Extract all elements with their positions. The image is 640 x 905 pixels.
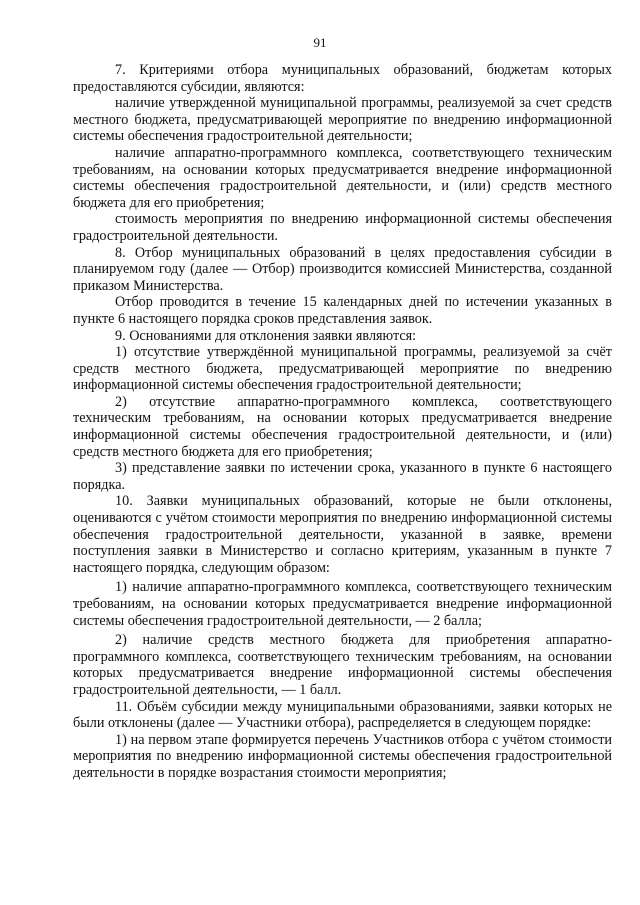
paragraph-7-criterion-1: наличие утвержденной муниципальной программы, реализуемой за счет средств местного бюджета, предусматривающей мероприятие по внедрению информационной системы обеспечения градостроительной деятельности; [73,95,612,145]
paragraph-9-header: 9. Основаниями для отклонения заявки являются: [115,327,417,344]
paragraph-8-term: Отбор проводится в течение 15 календарных дней по истечении указанных в пункте 6 настоящего порядка сроков представления заявок. [73,294,612,327]
paragraph-9-item-1: 1) отсутствие утверждённой муниципальной программы, реализуемой за счёт средств местного бюджета, предусматривающей мероприятие по внедрению информационной системы обеспечения градостроительной деятельности; [73,344,612,394]
paragraph-11-item-1: 1) на первом этапе формируется перечень Участников отбора с учётом стоимости мероприятия по внедрению информационной системы обеспечения градостроительной деятельности в порядке возрастания стоимости мероприятия; [73,731,612,781]
paragraph-10: 10. Заявки муниципальных образований, которые не были отклонены, оцениваются с учётом стоимости мероприятия по внедрению информационной системы обеспечения градостроительной деятельности, указанной в заявке, времени поступления заявки в Министерство и согласно критериям, указанным в пункте 7 настоящего порядка, следующим образом: [73,493,612,576]
page-number: 91 [313,35,327,50]
paragraph-8: 8. Отбор муниципальных образований в целях предоставления субсидии в планируемом году (далее — Отбор) производится комиссией Министерства, созданной приказом Министерства. [73,244,612,294]
paragraph-10-item-2: 2) наличие средств местного бюджета для приобретения аппаратно-программного комплекса, соответствующего техническим требованиям, на основании которых предусматривается внедрение информационной системы обеспечения градостроительной деятельности, — 1 балл. [73,632,612,698]
paragraph-7-header: 7. Критериями отбора муниципальных образований, бюджетам которых предоставляются субсидии, являются: [73,62,612,95]
paragraph-11: 11. Объём субсидии между муниципальными образованиями, заявки которых не были отклонены (далее — Участники отбора), распределяется в следующем порядке: [73,698,612,732]
document-body [73,62,612,782]
paragraph-9-item-3: 3) представление заявки по истечении срока, указанного в пункте 6 настоящего порядка. [73,460,612,493]
paragraph-7-criterion-2: наличие аппаратно-программного комплекса, соответствующего техническим требованиям, на основании которых предусматривается внедрение информационной системы обеспечения градостроительной деятельности, и (или) средств местного бюджета для его приобретения; [73,144,612,211]
paragraph-9-item-2: 2) отсутствие аппаратно-программного комплекса, соответствующего техническим требованиям, на основании которых предусматривается внедрение информационной системы обеспечения градостроительной деятельности, и (или) средств местного бюджета для его приобретения; [73,393,612,460]
paragraph-7-criterion-3: стоимость мероприятия по внедрению информационной системы обеспечения градостроительной деятельности. [73,211,612,244]
paragraph-10-item-1: 1) наличие аппаратно-программного комплекса, соответствующего техническим требованиям, на основании которых предусматривается внедрение информационной системы обеспечения градостроительной деятельности, — 2 балла; [73,579,612,629]
